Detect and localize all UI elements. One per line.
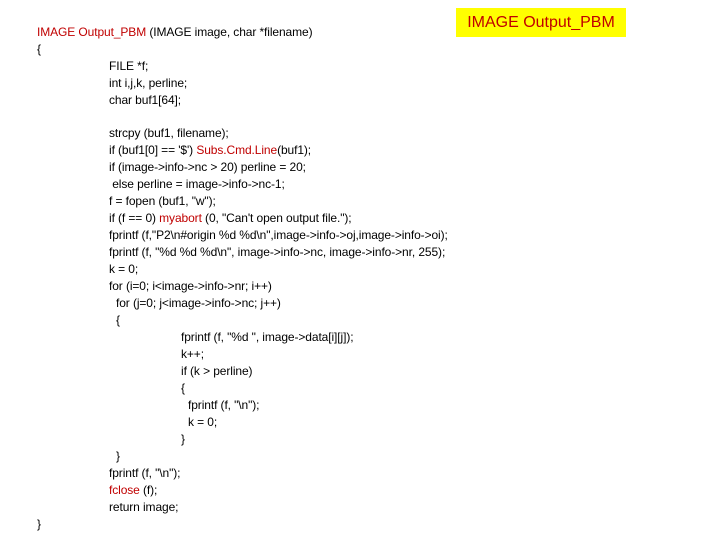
- close-brace: }: [37, 517, 41, 531]
- code-line: k++;: [181, 347, 204, 361]
- code-line: [109, 142, 311, 159]
- fclose-call: fclose: [109, 483, 140, 497]
- code-line: char buf1[64];: [109, 93, 181, 107]
- code-text: (f);: [139, 483, 158, 497]
- code-line: return image;: [109, 500, 179, 514]
- code-line: {: [181, 381, 185, 395]
- code-line: else perline = image->info->nc-1;: [109, 177, 285, 191]
- code-line: {: [116, 313, 120, 327]
- code-text: (0, "Can't open output file.");: [201, 211, 352, 225]
- code-text: if (buf1[0] == '$'): [109, 143, 197, 157]
- code-line: for (j=0; j<image->info->nc; j++): [116, 296, 281, 310]
- subs-cmd-line-call: Subs.Cmd.Line: [196, 143, 278, 157]
- code-line: fprintf (f, "%d ", image->data[i][j]);: [181, 330, 354, 344]
- function-signature: [37, 24, 313, 41]
- code-line: int i,j,k, perline;: [109, 76, 188, 90]
- slide-title: IMAGE Output_PBM: [456, 8, 626, 37]
- code-line: fprintf (f, "%d %d %d\n", image->info->nc, image->info->nr, 255);: [109, 245, 446, 259]
- code-line: for (i=0; i<image->info->nr; i++): [109, 279, 272, 293]
- code-line: FILE *f;: [109, 59, 149, 73]
- code-text: if (f == 0): [109, 211, 160, 225]
- code-line: if (image->info->nc > 20) perline = 20;: [109, 160, 306, 174]
- code-line: fprintf (f,"P2\n#origin %d %d\n",image->info->oj,image->info->oi);: [109, 228, 448, 242]
- code-line: f = fopen (buf1, "w");: [109, 194, 216, 208]
- function-params: (IMAGE image, char *filename): [146, 25, 313, 39]
- function-name: IMAGE Output_PBM: [37, 25, 147, 39]
- code-line: k = 0;: [188, 415, 218, 429]
- code-text: (buf1);: [277, 143, 312, 157]
- code-line: fprintf (f, "\n");: [188, 398, 260, 412]
- open-brace: {: [37, 42, 41, 56]
- code-line: [109, 210, 352, 227]
- code-line: if (k > perline): [181, 364, 253, 378]
- code-line: strcpy (buf1, filename);: [109, 126, 229, 140]
- code-line: }: [181, 432, 185, 446]
- code-line: k = 0;: [109, 262, 139, 276]
- myabort-call: myabort: [159, 211, 202, 225]
- code-line: }: [116, 449, 120, 463]
- code-line: [109, 482, 157, 499]
- code-line: fprintf (f, "\n");: [109, 466, 181, 480]
